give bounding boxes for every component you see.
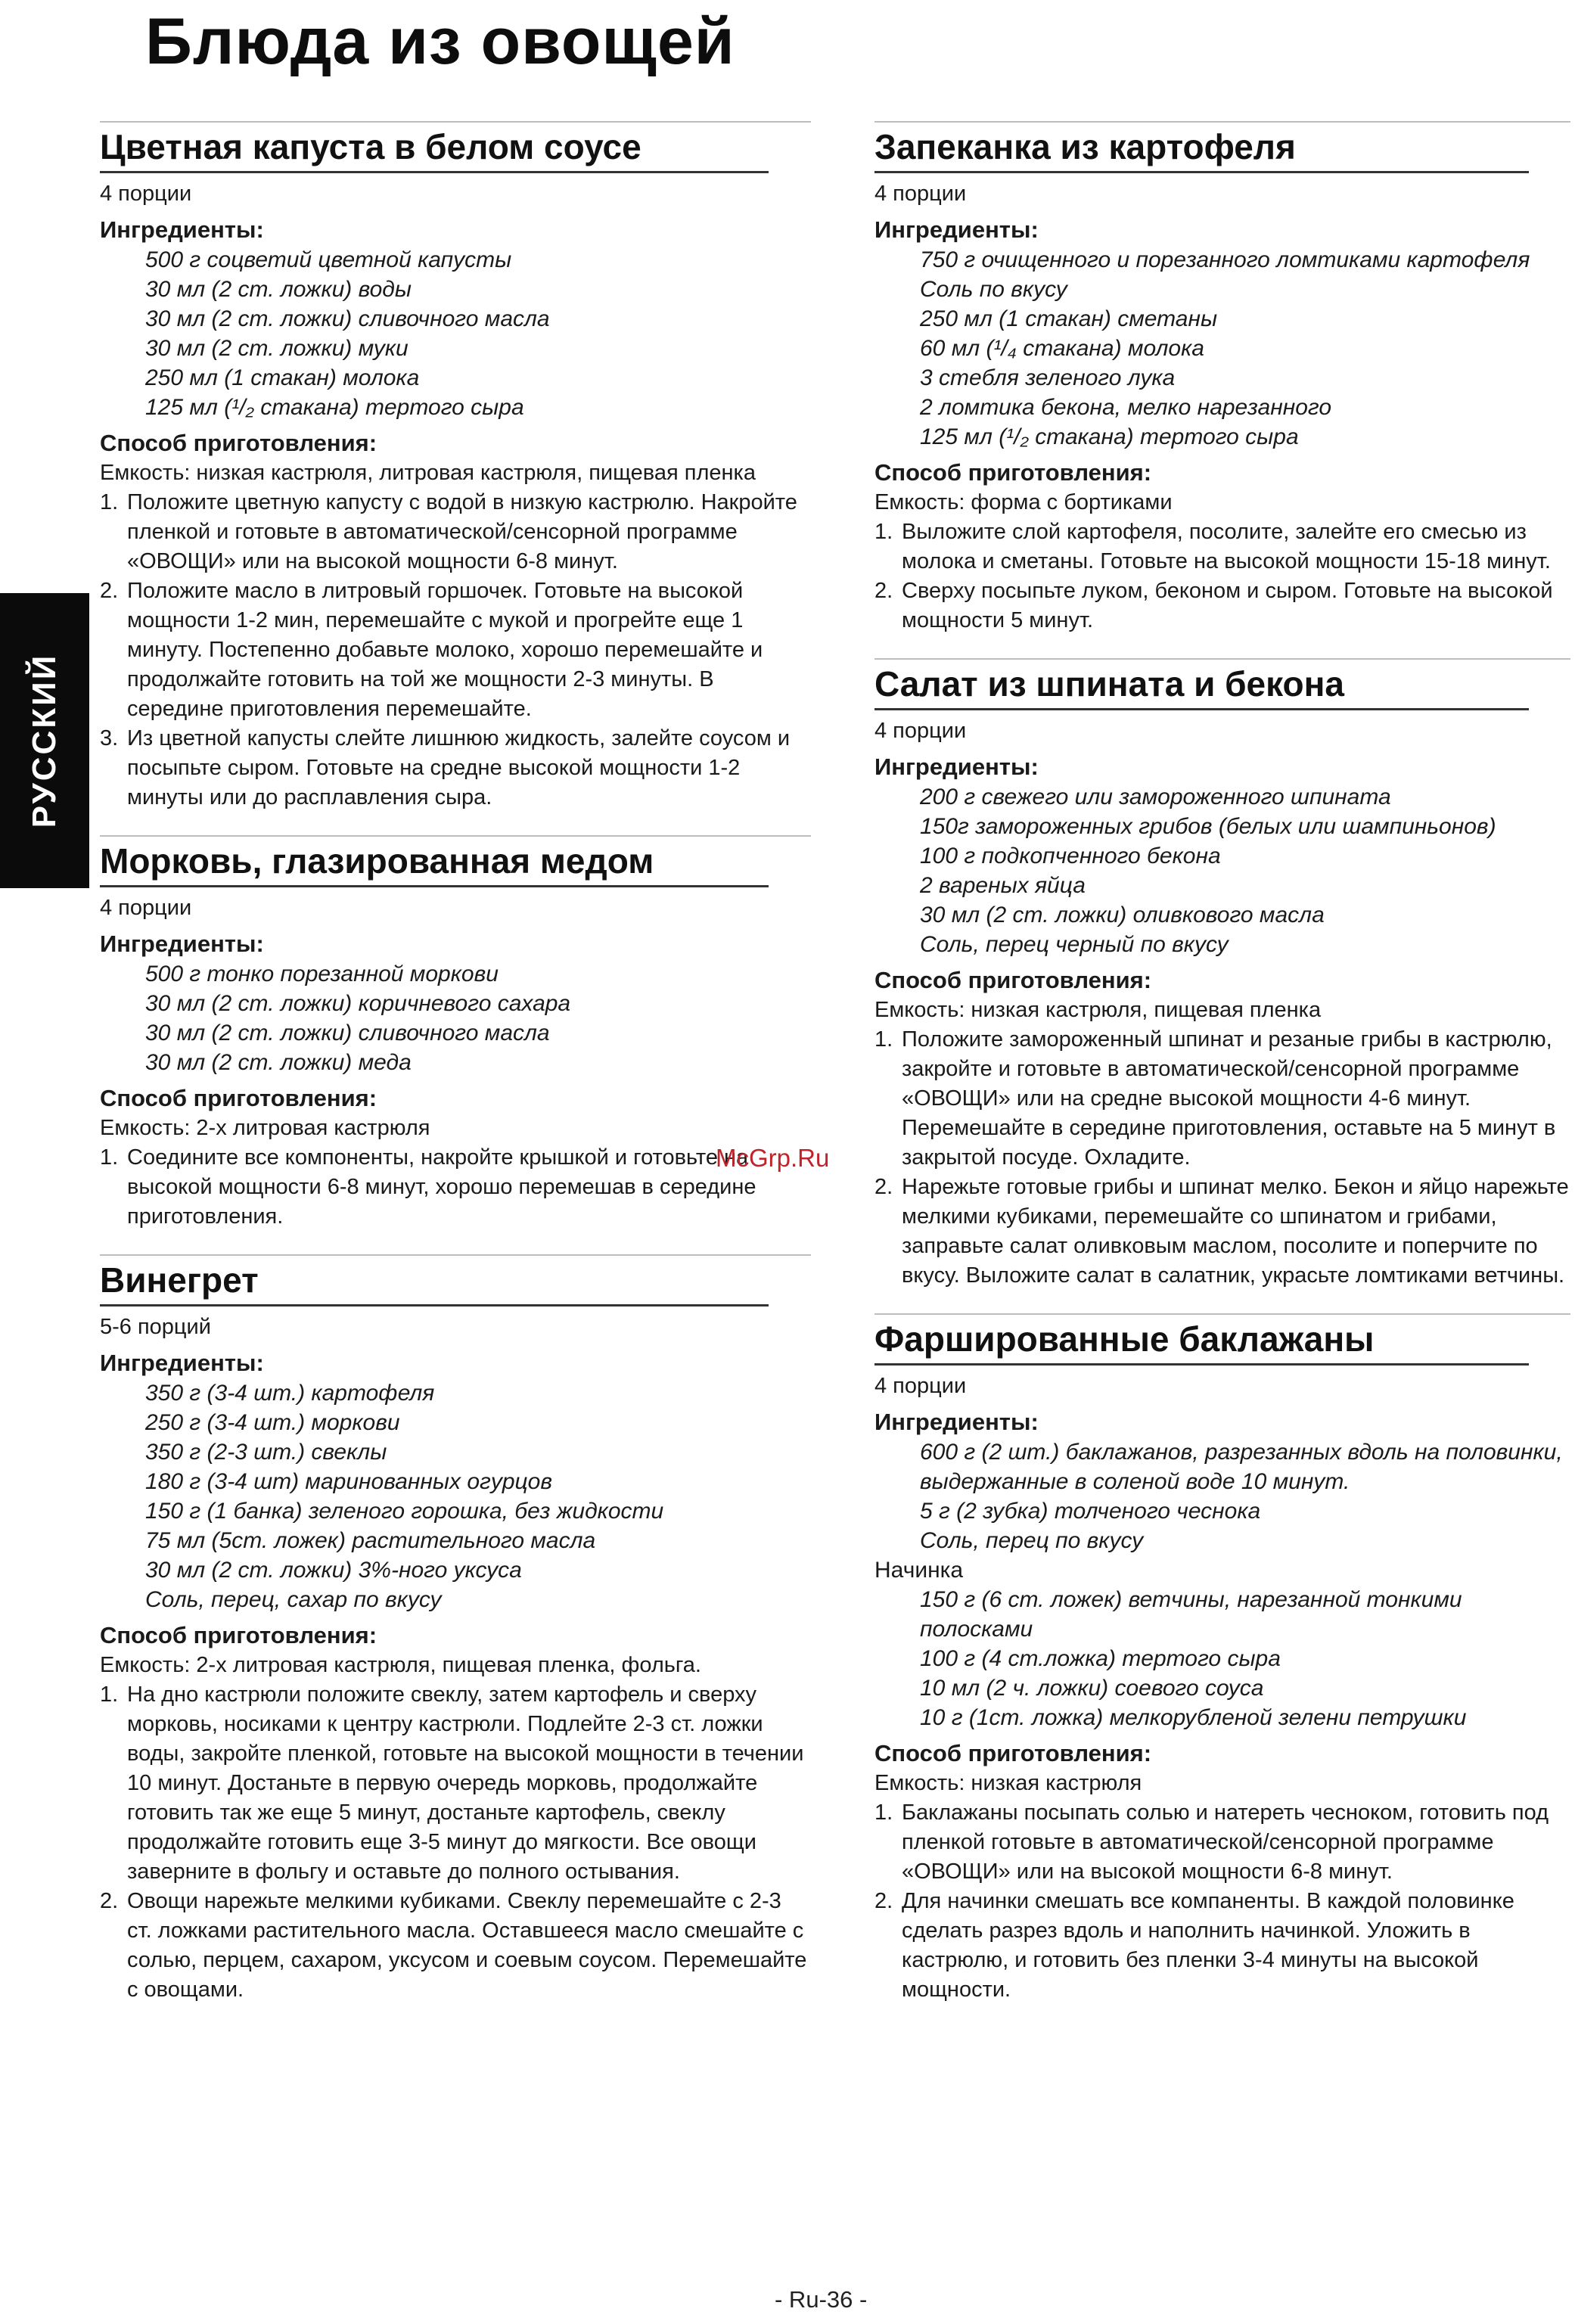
filling-label: Начинка xyxy=(874,1558,964,1583)
recipe-portions: 4 порции xyxy=(874,182,967,206)
ingredients-list xyxy=(100,245,811,422)
filling-item: 10 г (1ст. ложка) мелкорубленой зелени петрушки xyxy=(920,1705,1467,1730)
right-column xyxy=(874,121,1570,2027)
recipe-title: Фаршированные баклажаны xyxy=(874,1319,1375,1359)
section-divider xyxy=(874,658,1570,660)
step-text: Для начинки смешать все компаненты. В каждой половинке сделать разрез вдоль и наполнить начинкой. Уложить в кастрюлю, и готовить без пленки 3-4 минуты на высокой мощности. xyxy=(902,1889,1514,2002)
page-number: - Ru-36 - xyxy=(775,2286,868,2313)
step-number: 2. xyxy=(100,1889,119,1913)
ingredient-item: 125 мл (¹/₂ стакана) тертого сыра xyxy=(145,395,524,420)
language-tab-label: РУССКИЙ xyxy=(26,653,63,828)
section-divider xyxy=(100,121,811,123)
steps-list xyxy=(874,517,1570,635)
ingredients-list xyxy=(874,245,1570,452)
ingredient-item: 30 мл (2 ст. ложки) воды xyxy=(145,277,412,302)
title-underline xyxy=(100,171,769,173)
ingredient-item: 150 г (1 банка) зеленого горошка, без жидкости xyxy=(145,1499,664,1524)
section-divider xyxy=(100,1254,811,1256)
ingredient-item: 30 мл (2 ст. ложки) муки xyxy=(145,336,409,361)
ingredients-label: Ингредиенты: xyxy=(874,1409,1039,1435)
step-text: Из цветной капусты слейте лишнюю жидкость, залейте соусом и посыпьте сыром. Готовьте на средне высокой мощности 1-2 минуты или до расплавления сыра. xyxy=(127,726,791,809)
method-step xyxy=(100,1680,811,1887)
ingredients-label: Ингредиенты: xyxy=(874,753,1039,780)
method-step xyxy=(874,517,1570,576)
step-number: 2. xyxy=(100,579,119,603)
steps-list xyxy=(100,1680,811,2005)
ingredient-item: 125 мл (¹/₂ стакана) тертого сыра xyxy=(920,424,1299,449)
recipe-title: Винегрет xyxy=(100,1260,259,1300)
ingredient-item: 60 мл (¹/₄ стакана) молока xyxy=(920,336,1204,361)
watermark: McGrp.Ru xyxy=(716,1144,830,1172)
step-text: Положите цветную капусту с водой в низкую кастрюлю. Накройте пленкой и готовьте в автоматической/сенсорной программе «ОВОЩИ» или на высокой мощности 6-8 минут. xyxy=(127,490,797,573)
step-number: 2. xyxy=(874,579,893,603)
method-step xyxy=(100,1887,811,2005)
ingredient-item: 30 мл (2 ст. ложки) 3%-ного уксуса xyxy=(145,1558,522,1583)
step-text: Сверху посыпьте луком, беконом и сыром. Готовьте на высокой мощности 5 минут. xyxy=(902,579,1553,632)
method-step xyxy=(874,1025,1570,1173)
steps-list xyxy=(100,1143,811,1232)
recipe-title: Морковь, глазированная медом xyxy=(100,841,654,881)
title-underline xyxy=(874,1363,1529,1366)
ingredient-item: 250 мл (1 стакан) молока xyxy=(145,365,420,390)
ingredient-item: 75 мл (5ст. ложек) растительного масла xyxy=(145,1528,596,1553)
steps-list xyxy=(100,488,811,812)
title-underline xyxy=(100,885,769,887)
recipe-section xyxy=(100,121,811,812)
filling-item: 150 г (6 ст. ложек) ветчины, нарезанной тонкими полосками xyxy=(920,1587,1462,1642)
method-step xyxy=(100,488,811,576)
filling-item: 10 мл (2 ч. ложки) соевого соуса xyxy=(920,1676,1264,1701)
step-number: 2. xyxy=(874,1889,893,1913)
ingredient-item: 3 стебля зеленого лука xyxy=(920,365,1176,390)
ingredient-item: Соль, перец, сахар по вкусу xyxy=(145,1587,442,1612)
container-text: Емкость: форма с бортиками xyxy=(874,490,1173,514)
ingredient-item: 2 вареных яйца xyxy=(920,873,1086,898)
ingredient-item: 350 г (2-3 шт.) свеклы xyxy=(145,1440,387,1465)
method-label: Способ приготовления: xyxy=(874,967,1152,993)
method-label: Способ приготовления: xyxy=(100,430,377,456)
ingredient-item: 150г замороженных грибов (белых или шампиньонов) xyxy=(920,814,1496,839)
container-text: Емкость: низкая кастрюля xyxy=(874,1771,1142,1795)
recipe-title: Салат из шпината и бекона xyxy=(874,664,1344,704)
step-text: Выложите слой картофеля, посолите, залейте его смесью из молока и сметаны. Готовьте на высокой мощности 15-18 минут. xyxy=(902,520,1551,573)
step-number: 2. xyxy=(874,1175,893,1199)
steps-list xyxy=(874,1025,1570,1291)
ingredient-item: 5 г (2 зубка) толченого чеснока xyxy=(920,1499,1261,1524)
step-number: 3. xyxy=(100,726,119,750)
method-step xyxy=(100,576,811,724)
step-text: Овощи нарежьте мелкими кубиками. Свеклу перемешайте с 2-3 ст. ложками растительного масла. Оставшееся масло смешайте с солью, перцем, сахаром, уксусом и соевым соусом. Перемешайте с овощами. xyxy=(127,1889,807,2002)
steps-list xyxy=(874,1798,1570,2005)
step-text: Положите масло в литровый горшочек. Готовьте на высокой мощности 1-2 мин, перемешайте с мукой и прогрейте еще 1 минуту. Постепенно добавьте молоко, хорошо перемешайте и продолжайте готовить на той же мощности 2-3 минуты. В середине приготовления перемешайте. xyxy=(127,579,763,721)
section-divider xyxy=(874,1313,1570,1315)
recipe-portions: 4 порции xyxy=(100,182,192,206)
recipe-portions: 4 порции xyxy=(874,719,967,743)
ingredient-item: Соль, перец черный по вкусу xyxy=(920,932,1229,957)
recipe-section xyxy=(874,658,1570,1291)
container-text: Емкость: низкая кастрюля, литровая кастрюля, пищевая пленка xyxy=(100,461,756,485)
page-title: Блюда из овощей xyxy=(145,5,735,78)
title-underline xyxy=(100,1304,769,1306)
ingredient-item: 750 г очищенного и порезанного ломтиками картофеля xyxy=(920,247,1530,272)
container-text: Емкость: 2-х литровая кастрюля xyxy=(100,1116,430,1140)
step-number: 1. xyxy=(100,1145,119,1170)
step-number: 1. xyxy=(874,520,893,544)
step-text: Положите замороженный шпинат и резаные грибы в кастрюлю, закройте и готовьте в автоматической/сенсорной программе «ОВОЩИ» или на средне высокой мощности 4-6 минут. Перемешайте в середине приготовления, оставьте на 5 минут в закрытой посуде. Охладите. xyxy=(902,1027,1556,1170)
ingredient-item: Соль по вкусу xyxy=(920,277,1067,302)
step-number: 1. xyxy=(100,1682,119,1707)
ingredient-item: 500 г тонко порезанной моркови xyxy=(145,962,499,986)
filling-item: 100 г (4 ст.ложка) тертого сыра xyxy=(920,1646,1281,1671)
method-step xyxy=(874,1887,1570,2005)
step-text: Соедините все компоненты, накройте крышкой и готовьте на высокой мощности 6-8 минут, хорошо перемешав в середине приготовления. xyxy=(127,1145,756,1229)
recipe-portions: 4 порции xyxy=(874,1374,967,1398)
title-underline xyxy=(874,171,1529,173)
left-column xyxy=(100,121,811,2027)
ingredient-item: 250 мл (1 стакан) сметаны xyxy=(920,306,1218,331)
recipe-portions: 5-6 порций xyxy=(100,1315,211,1339)
section-divider xyxy=(874,121,1570,123)
ingredients-list xyxy=(874,1437,1570,1555)
step-number: 1. xyxy=(100,490,119,514)
ingredient-item: 200 г свежего или замороженного шпината xyxy=(920,785,1391,809)
ingredient-item: 180 г (3-4 шт) маринованных огурцов xyxy=(145,1469,553,1494)
method-label: Способ приготовления: xyxy=(874,1740,1152,1766)
method-label: Способ приготовления: xyxy=(100,1085,377,1111)
title-underline xyxy=(874,708,1529,710)
filling-list xyxy=(874,1585,1570,1732)
recipe-title: Цветная капуста в белом соусе xyxy=(100,127,641,166)
step-text: Баклажаны посыпать солью и натереть чесноком, готовить под пленкой готовьте в автоматической/сенсорной программе «ОВОЩИ» или на высокой мощности 6-8 минут. xyxy=(902,1800,1549,1884)
step-number: 1. xyxy=(874,1027,893,1052)
ingredient-item: 100 г подкопченного бекона xyxy=(920,844,1221,868)
recipe-title: Запеканка из картофеля xyxy=(874,127,1296,166)
method-step xyxy=(100,724,811,812)
ingredient-item: 350 г (3-4 шт.) картофеля xyxy=(145,1381,435,1406)
method-label: Способ приготовления: xyxy=(874,459,1152,486)
ingredients-label: Ингредиенты: xyxy=(100,1350,264,1376)
method-step xyxy=(874,1798,1570,1887)
recipe-section xyxy=(874,121,1570,635)
ingredients-label: Ингредиенты: xyxy=(100,931,264,957)
recipe-portions: 4 порции xyxy=(100,896,192,920)
ingredient-item: 30 мл (2 ст. ложки) меда xyxy=(145,1050,412,1075)
ingredient-item: Соль, перец по вкусу xyxy=(920,1528,1144,1553)
method-step xyxy=(874,576,1570,635)
ingredient-item: 500 г соцветий цветной капусты xyxy=(145,247,512,272)
container-text: Емкость: 2-х литровая кастрюля, пищевая пленка, фольга. xyxy=(100,1653,701,1677)
ingredient-item: 30 мл (2 ст. ложки) сливочного масла xyxy=(145,1021,550,1045)
recipe-section xyxy=(100,835,811,1232)
recipe-section xyxy=(100,1254,811,2005)
step-text: На дно кастрюли положите свеклу, затем картофель и сверху морковь, носиками к центру кастрюли. Подлейте 2-3 ст. ложки воды, закройте пленкой, готовьте на высокой мощности в течении 10 минут. Достаньте в первую очередь морковь, продолжайте готовить так же еще 5 минут, достаньте картофель, свеклу продолжайте готовить еще 3-5 минут до мягкости. Все овощи заверните в фольгу и оставьте до полного остывания. xyxy=(127,1682,804,1884)
step-text: Нарежьте готовые грибы и шпинат мелко. Бекон и яйцо нарежьте мелкими кубиками, перемешайте со шпинатом и грибами, заправьте салат оливковым маслом, посолите и поперчите по вкусу. Выложите салат в салатник, украсьте ломтиками ветчины. xyxy=(902,1175,1569,1288)
ingredients-list xyxy=(100,959,811,1077)
ingredients-label: Ингредиенты: xyxy=(874,216,1039,243)
ingredient-item: 250 г (3-4 шт.) моркови xyxy=(145,1410,400,1435)
language-side-tab xyxy=(0,593,89,888)
ingredient-item: 2 ломтика бекона, мелко нарезанного xyxy=(920,395,1332,420)
method-step xyxy=(874,1173,1570,1291)
method-label: Способ приготовления: xyxy=(100,1622,377,1648)
section-divider xyxy=(100,835,811,837)
ingredient-item: 600 г (2 шт.) баклажанов, разрезанных вдоль на половинки, выдержанные в соленой воде 10 минут. xyxy=(920,1440,1563,1494)
ingredients-list xyxy=(100,1378,811,1614)
container-text: Емкость: низкая кастрюля, пищевая пленка xyxy=(874,998,1322,1022)
ingredient-item: 30 мл (2 ст. ложки) коричневого сахара xyxy=(145,991,571,1016)
ingredient-item: 30 мл (2 ст. ложки) оливкового масла xyxy=(920,903,1325,927)
recipe-section xyxy=(874,1313,1570,2005)
ingredient-item: 30 мл (2 ст. ложки) сливочного масла xyxy=(145,306,550,331)
method-step xyxy=(100,1143,811,1232)
ingredients-list xyxy=(874,782,1570,959)
ingredients-label: Ингредиенты: xyxy=(100,216,264,243)
step-number: 1. xyxy=(874,1800,893,1825)
